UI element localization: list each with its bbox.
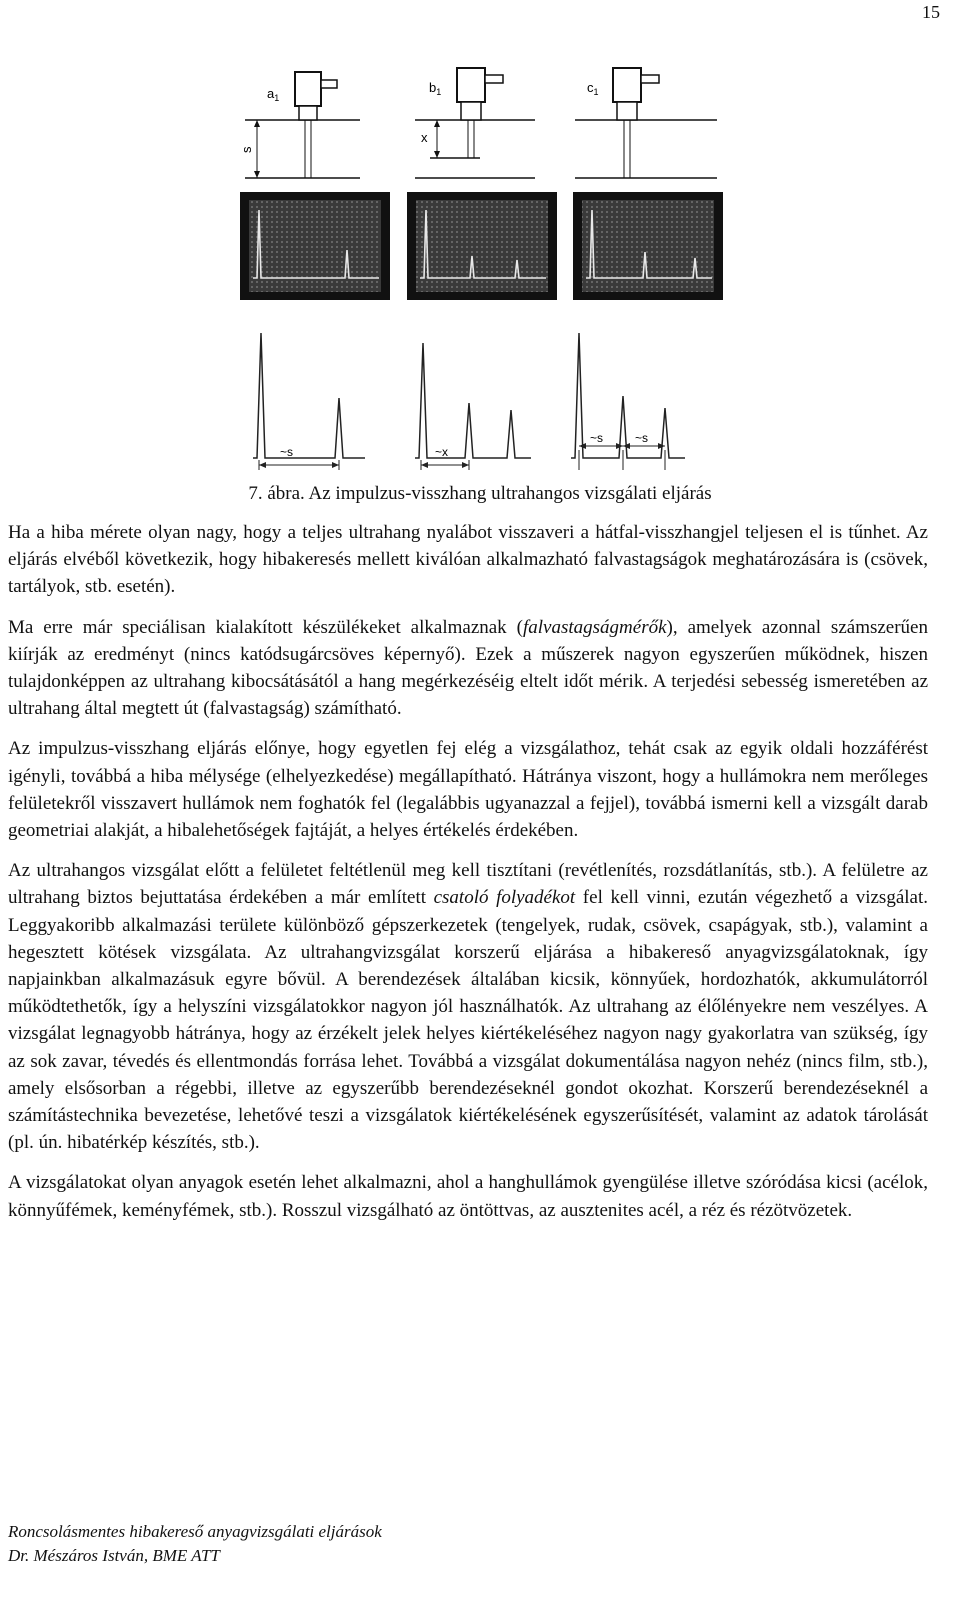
paragraph-2-text-1: Ma erre már speciálisan kialakított készülékeket alkalmaznak (	[8, 616, 523, 638]
paragraph-4-text-1: Az ultrahangos vizsgálat előtt a felületet feltétlenül meg kell tisztítani (revétlenítés, rozsdátlanítás, stb.). A felületre az ultrahang biztos bejuttatása érdekében a már említett	[8, 860, 928, 909]
trace-a-label: ~s	[280, 445, 294, 459]
figure-drawing	[225, 60, 735, 485]
thickness-label-a: s	[239, 146, 254, 153]
probe-label-b: $b_1$	[429, 80, 442, 97]
paragraph-4-text-2: fel kell vinni, ezután végezhető a vizsgálat. Leggyakoribb alkalmazási területe különböző gépszerkezetek (tengelyek, rudak, csövek, csapágyak, stb.), valamint a hegesztett kötések vizsgálata. Az ultrahangvizsgálat korszerű eljárása a hibakereső anyagvizsgálatoknak, így napjainkban alkalmazásuk egyre bővül. A berendezések általában kicsik, könnyűek, hordozhatók, akkumulátorról működtethetők, így a helyszíni vizsgálatokkor nagyon jól használhatók. Az ultrahang az élőlényekre nem veszélyes. A vizsgálat legnagyobb hátránya, hogy az érzékelt jelek helyes kiértékeléséhez nagyon nagy gyakorlatra van szükség, így az sok zavar, tévedés és ellentmondás forrása lehet. Továbbá a vizsgálat dokumentálása nagyon nehéz (nincs film, stb.), amely elsősorban a régebbi, illetve az egyszerűbb berendezéseknél gondot okozhat. Korszerű berendezéseknél a számítástechnika bevezetése, lehetővé teszi a vizsgálatok kiértékelésének egyszerűsítését, valamint az adatok tárolását (pl. ún. hibatérkép készítés, stb.).	[8, 887, 929, 1154]
trace-a	[253, 333, 365, 470]
depth-label-b: x	[421, 130, 428, 145]
page-number: 15	[922, 2, 940, 22]
paragraph-4-italic-term: csatoló folyadékot	[433, 887, 576, 909]
page-footer	[8, 1520, 382, 1568]
footer-author: Dr. Mészáros István, BME ATT	[8, 1546, 220, 1565]
trace-c	[571, 333, 685, 470]
workpiece-a	[245, 72, 360, 178]
trace-b-label: ~x	[435, 445, 449, 459]
paragraph-2	[8, 614, 928, 723]
body-text	[8, 519, 928, 1237]
oscilloscope-screen-b	[407, 192, 557, 300]
trace-b	[415, 343, 531, 470]
paragraph-2-italic-term: falvastagságmérők	[522, 616, 667, 638]
oscilloscope-screen-c	[573, 192, 723, 300]
probe-label-a: $a_1$	[267, 86, 280, 103]
paragraph-4	[8, 857, 928, 1156]
probe-label-c: $c_1$	[587, 80, 599, 97]
ultrasonic-pulse-echo-figure	[225, 60, 735, 485]
oscilloscope-screen-a	[240, 192, 390, 300]
paragraph-2-text-2: ), amelyek azonnal számszerűen kiírják az eredményt (nincs katódsugárcsöves képernyő). Ezek a műszerek nagyon egyszerűen működnek, hiszen tulajdonképpen az ultrahang kibocsátásától a hang megérkezéséig eltelt időt mérik. A terjedési sebesség ismeretében az ultrahang által megtett út (falvastagság) számítható.	[8, 616, 928, 720]
figure-caption: 7. ábra. Az impulzus-visszhang ultrahangos vizsgálati eljárás	[248, 483, 712, 504]
trace-c-label-2: ~s	[635, 431, 649, 445]
workpiece-c	[575, 68, 717, 178]
paragraph-5: A vizsgálatokat olyan anyagok esetén lehet alkalmazni, ahol a hanghullámok gyengülése illetve szóródása kicsi (acélok, könnyűfémek, keményfémek, stb.). Rosszul vizsgálható az öntöttvas, az ausztenites acél, a réz és rézötvözetek.	[8, 1172, 928, 1221]
paragraph-3: Az impulzus-visszhang eljárás előnye, hogy egyetlen fej elég a vizsgálathoz, tehát csak az egyik oldali hozzáférést igényli, továbbá a hiba mélysége (elhelyezkedése) megállapítható. Hátránya viszont, hogy a hullámokra nem merőleges felületekről visszavert hullámok nem foghatók fel (legalábbis ugyanazzal a fejjel), továbbá ismerni kell a vizsgált darab geometriai alakját, a hibalehetőségek fajtáját, a helyes értékelés érdekében.	[8, 738, 928, 842]
footer-title: Roncsolásmentes hibakereső anyagvizsgálati eljárások	[8, 1522, 382, 1541]
paragraph-1: Ha a hiba mérete olyan nagy, hogy a teljes ultrahang nyalábot visszaveri a hátfal-visszhangjel teljesen el is tűnhet. Az eljárás elvéből következik, hogy hibakeresés mellett kiválóan alkalmazható falvastagságok meghatározására is (csövek, tartályok, stb. esetén).	[8, 522, 928, 598]
trace-c-label-1: ~s	[590, 431, 604, 445]
